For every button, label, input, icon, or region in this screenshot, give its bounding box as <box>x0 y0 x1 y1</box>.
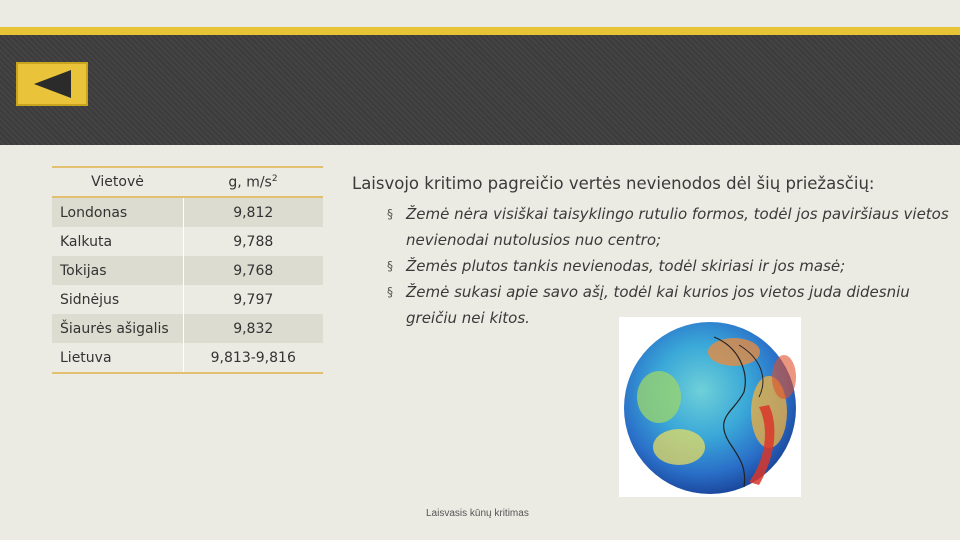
back-button[interactable] <box>16 62 88 106</box>
place-cell: Londonas <box>52 197 183 227</box>
header-value: g, $m/s^2$ <box>183 167 323 197</box>
geoid-globe-image <box>619 317 801 497</box>
value-cell: 9,813-9,816 <box>183 343 323 373</box>
place-cell: Kalkuta <box>52 227 183 256</box>
list-item <box>386 253 956 279</box>
value-cell: 9,832 <box>183 314 323 343</box>
bullet-mark: § <box>387 259 393 273</box>
bullet-mark: § <box>387 207 393 221</box>
top-accent-stripe <box>0 27 960 35</box>
section-title: Laisvojo kritimo pagreičio vertės nevienodos dėl šių priežasčių: <box>352 174 875 193</box>
place-cell: Lietuva <box>52 343 183 373</box>
list-item <box>386 201 956 253</box>
table-row <box>52 343 323 373</box>
table-header-row <box>52 167 323 197</box>
place-cell: Sidnėjus <box>52 285 183 314</box>
bullet-mark: § <box>387 285 393 299</box>
gravity-table <box>52 166 323 374</box>
table-row <box>52 256 323 285</box>
reasons-list <box>386 201 956 331</box>
footer-caption: Laisvasis kūnų kritimas <box>426 508 529 519</box>
value-cell: 9,812 <box>183 197 323 227</box>
value-cell: 9,788 <box>233 233 274 250</box>
header-band <box>0 35 960 145</box>
place-cell: Šiaurės ašigalis <box>52 314 183 343</box>
table-row <box>52 197 323 227</box>
table-row <box>52 285 323 314</box>
list-item-text: Žemės plutos tankis nevienodas, todėl skiriasi ir jos masė; <box>406 257 846 275</box>
unit-superscript: 2 <box>271 173 278 184</box>
list-item-text: Žemė sukasi apie savo ašį, todėl kai kurios jos vietos juda didesniu greičiu nei kitos. <box>406 283 910 327</box>
table-row <box>52 314 323 343</box>
table-row <box>52 227 323 256</box>
header-place: Vietovė <box>52 167 183 197</box>
list-item-text: Žemė nėra visiškai taisyklingo rutulio formos, todėl jos paviršiaus vietos nevienodai nutolusios nuo centro; <box>406 205 949 249</box>
value-cell: 9,797 <box>233 291 274 308</box>
triangle-left-icon <box>31 68 73 100</box>
place-cell: Tokijas <box>52 256 183 285</box>
value-cell: 9,768 <box>183 256 323 285</box>
